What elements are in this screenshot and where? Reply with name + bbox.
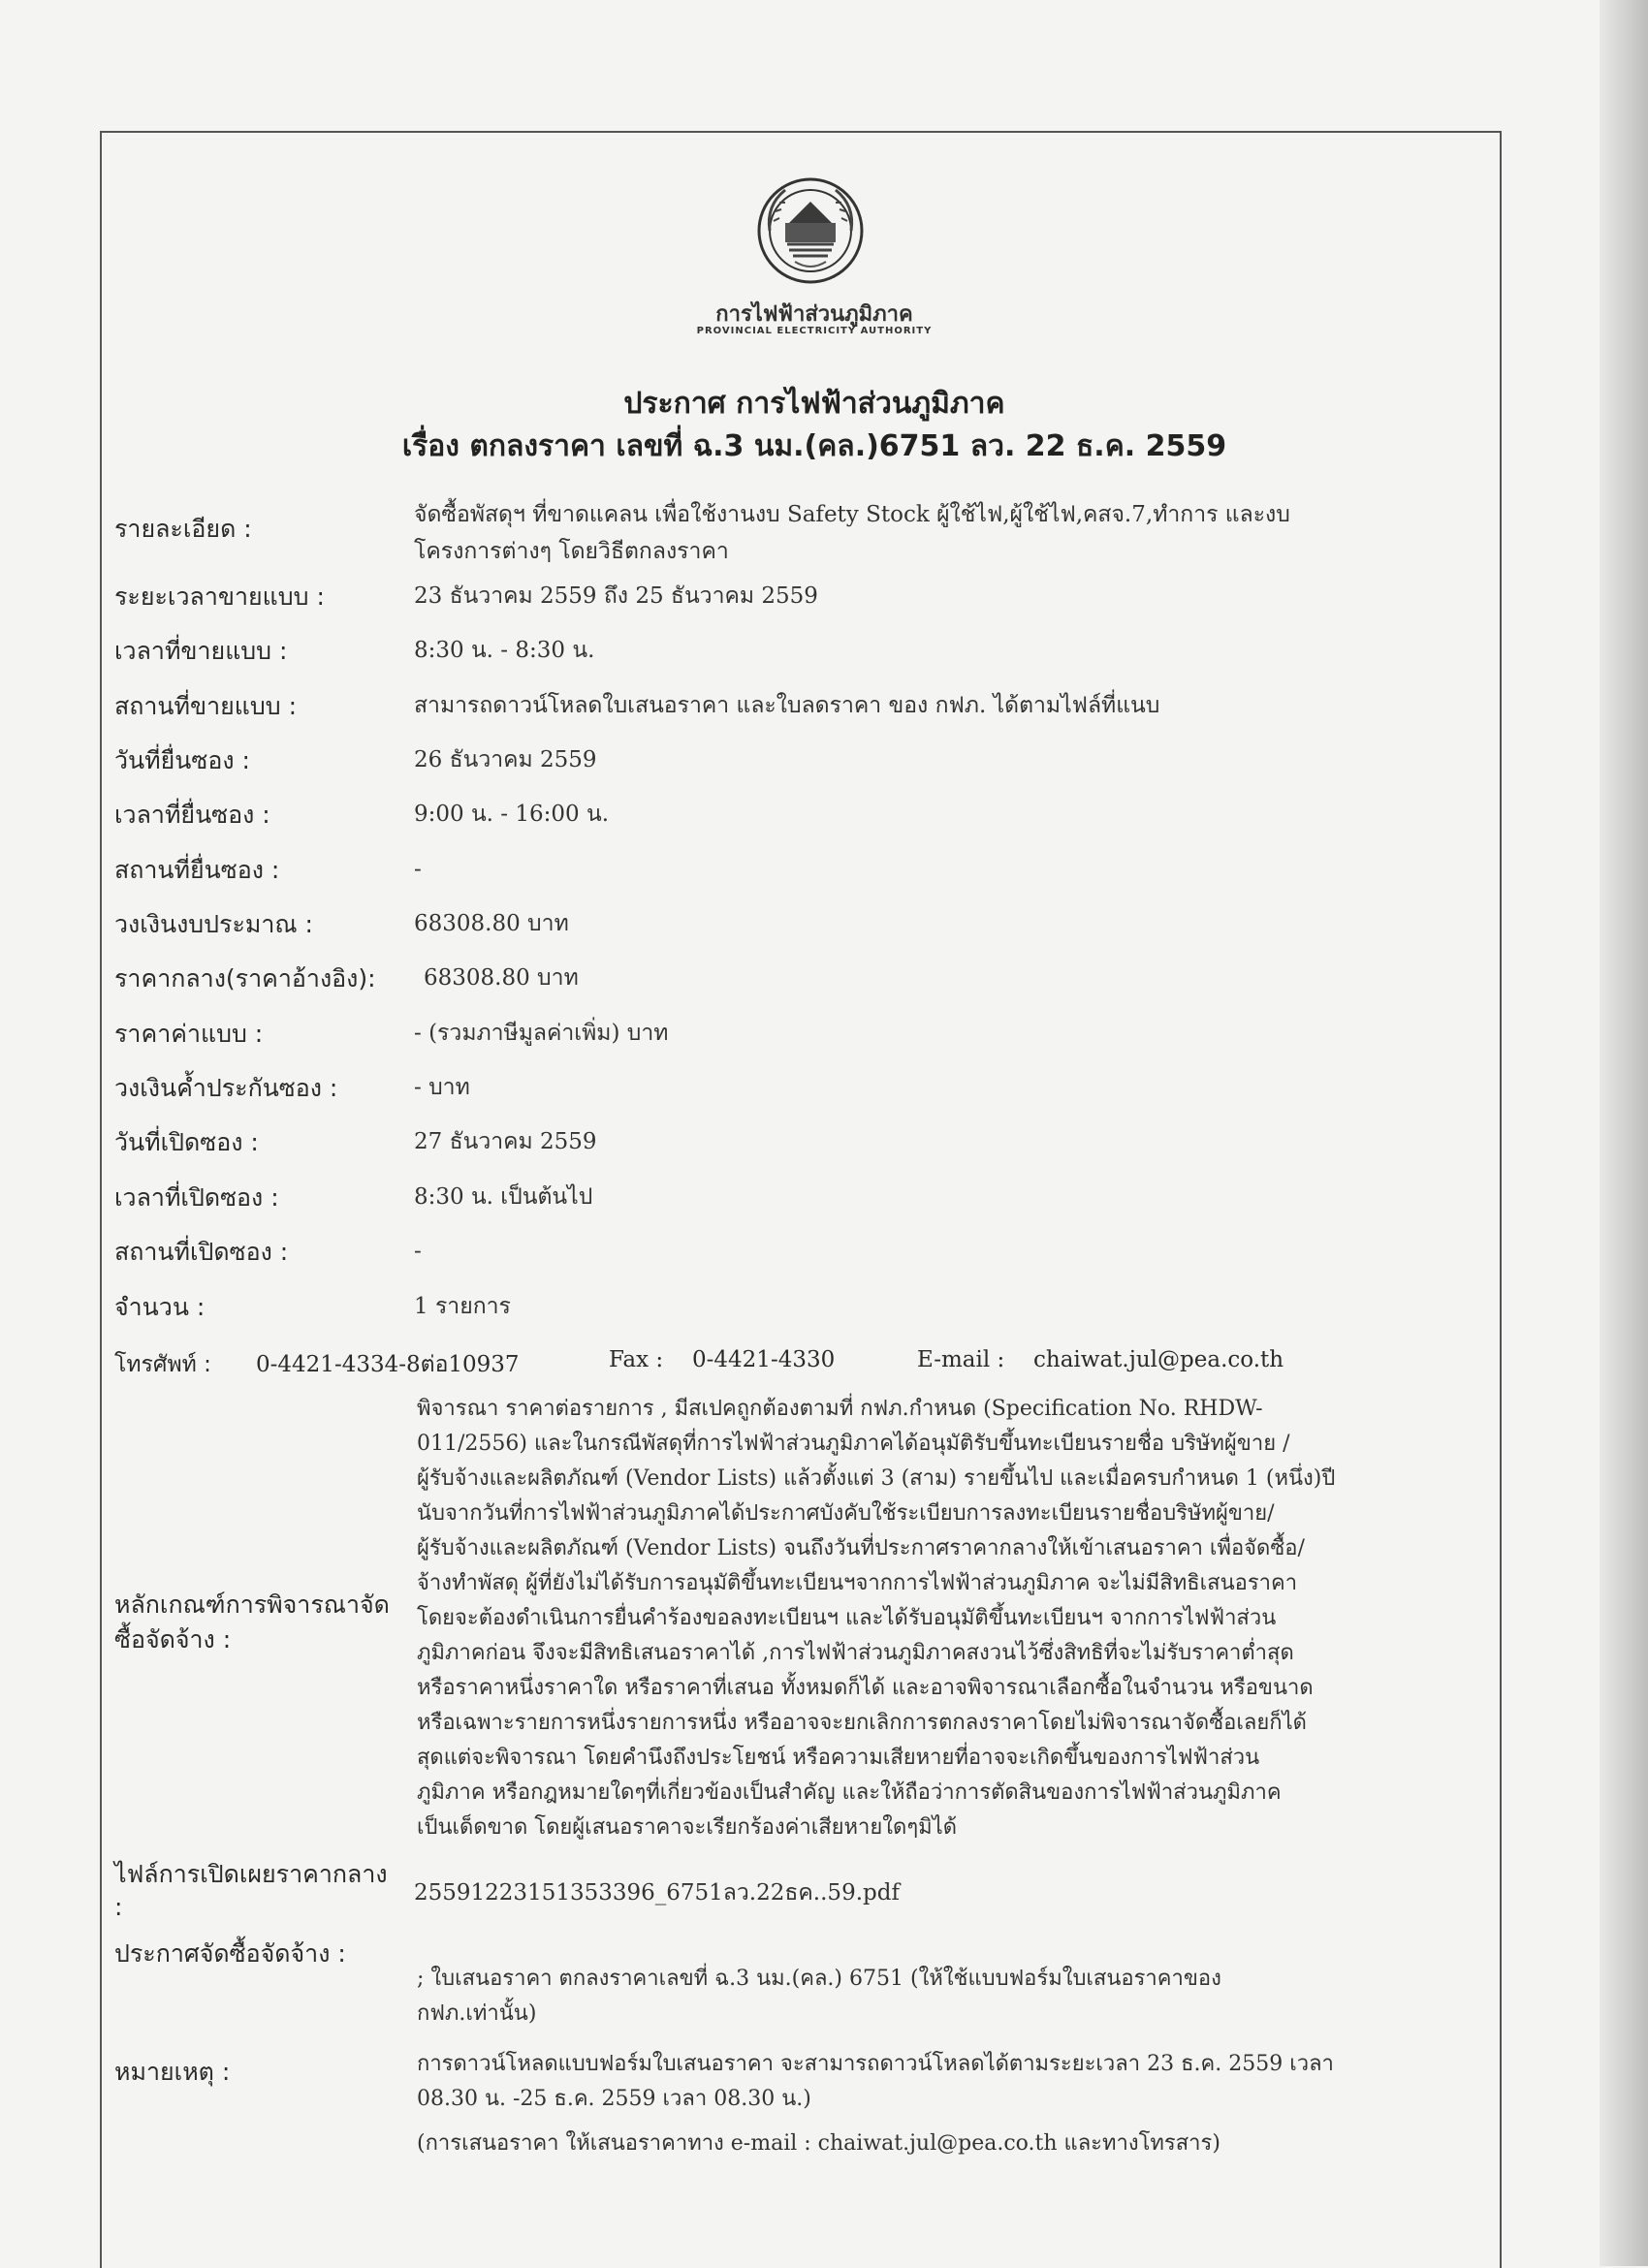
form-price-value: - (รวมภาษีมูลค่าเพิ่ม) บาท	[414, 1021, 669, 1046]
phone-label: โทรศัพท์ :	[114, 1352, 211, 1377]
criteria-label-line-2: ซื้อจัดจ้าง :	[114, 1625, 232, 1654]
criteria-line: ภูมิภาค หรือกฎหมายใดๆที่เกี่ยวข้องเป็นสำคัญ และให้ถือว่าการตัดสินของการไฟฟ้าส่วนภูมิภาค	[417, 1780, 1282, 1805]
attachment-label-line-2: :	[114, 1893, 123, 1921]
sale-time-value: 8:30 น. - 8:30 น.	[414, 638, 595, 663]
open-time-value: 8:30 น. เป็นต้นไป	[414, 1184, 593, 1210]
open-time-label: เวลาที่เปิดซอง :	[114, 1183, 279, 1212]
criteria-line: หรือราคาหนึ่งราคาใด หรือราคาที่เสนอ ทั้งหมดก็ได้ และอาจพิจารณาเลือกซื้อในจำนวน หรือขนาด	[417, 1676, 1314, 1700]
announcement-subject: เรื่อง ตกลงราคา เลขที่ ฉ.3 นม.(คล.)6751 ลว. 22 ธ.ค. 2559	[401, 429, 1227, 463]
description-line-2: โครงการต่างๆ โดยวิธีตกลงราคา	[414, 539, 729, 564]
open-date-value: 27 ธันวาคม 2559	[414, 1129, 597, 1154]
criteria-line: หรือเฉพาะรายการหนึ่งรายการหนึ่ง หรืออาจจะยกเลิกการตกลงราคาโดยไม่พิจารณาจัดซื้อเลยก็ได้	[417, 1711, 1307, 1735]
contact-row	[114, 1347, 1491, 1382]
remarks-label: หมายเหตุ :	[114, 2058, 231, 2086]
open-place-value: -	[414, 1239, 422, 1264]
median-price-value: 68308.80 บาท	[424, 965, 579, 991]
criteria-line: จ้างทำพัสดุ ผู้ที่ยังไม่ได้รับการอนุมัติขึ้นทะเบียนฯจากการไฟฟ้าส่วนภูมิภาค จะไม่มีสิทธิเสนอราคา	[417, 1571, 1298, 1595]
quantity-label: จำนวน :	[114, 1293, 206, 1321]
remarks-line: ; ใบเสนอราคา ตกลงราคาเลขที่ ฉ.3 นม.(คล.) 6751 (ให้ใช้แบบฟอร์มใบเสนอราคาของ	[417, 1967, 1221, 1991]
criteria-line: ผู้รับจ้างและผลิตภัณฑ์ (Vendor Lists) แล้วตั้งแต่ 3 (สาม) รายขึ้นไป และเมื่อครบกำหนด 1 (หนึ่ง)ปี	[417, 1466, 1336, 1491]
guarantee-value: - บาท	[414, 1075, 470, 1100]
submit-date-value: 26 ธันวาคม 2559	[414, 747, 597, 772]
fax-label: Fax :	[609, 1347, 664, 1372]
announcement-title: ประกาศ การไฟฟ้าส่วนภูมิภาค	[623, 387, 1005, 421]
criteria-line: 011/2556) และในกรณีพัสดุที่การไฟฟ้าส่วนภูมิภาคได้อนุมัติรับขึ้นทะเบียนรายชื่อ บริษัทผู้ขาย /	[417, 1432, 1290, 1456]
remarks-line: 08.30 น. -25 ธ.ค. 2559 เวลา 08.30 น.)	[417, 2087, 811, 2111]
sale-place-label: สถานที่ขายแบบ :	[114, 692, 298, 720]
submit-place-label: สถานที่ยื่นซอง :	[114, 856, 280, 884]
budget-value: 68308.80 บาท	[414, 911, 569, 936]
criteria-line: ผู้รับจ้างและผลิตภัณฑ์ (Vendor Lists) จนถึงวันที่ประกาศราคากลางให้เข้าเสนอราคา เพื่อจัดซื้อ/	[417, 1536, 1305, 1560]
description-line-1: จัดซื้อพัสดุฯ ที่ขาดแคลน เพื่อใช้งานงบ Safety Stock ผู้ใช้ไฟ,ผู้ใช้ไฟ,คสจ.7,ทำการ และงบ	[414, 502, 1290, 527]
remarks-line: การดาวน์โหลดแบบฟอร์มใบเสนอราคา จะสามารถดาวน์โหลดได้ตามระยะเวลา 23 ธ.ค. 2559 เวลา	[417, 2052, 1334, 2076]
org-name-english: PROVINCIAL ELECTRICITY AUTHORITY	[696, 326, 933, 336]
attachment-label-line-1: ไฟล์การเปิดเผยราคากลาง	[114, 1860, 388, 1888]
guarantee-label: วงเงินค้ำประกันซอง :	[114, 1074, 338, 1102]
pea-logo-icon	[756, 176, 865, 285]
sale-period-label: ระยะเวลาขายแบบ :	[114, 583, 325, 611]
scan-page-edge	[1600, 0, 1648, 2266]
median-price-label: ราคากลาง(ราคาอ้างอิง):	[114, 964, 376, 992]
quantity-value: 1 รายการ	[414, 1294, 511, 1319]
sale-time-label: เวลาที่ขายแบบ :	[114, 637, 288, 665]
criteria-line: นับจากวันที่การไฟฟ้าส่วนภูมิภาคได้ประกาศบังคับใช้ระเบียบการลงทะเบียนรายชื่อบริษัทผู้ขาย/	[417, 1501, 1275, 1526]
procurement-notice-label: ประกาศจัดซื้อจัดจ้าง :	[114, 1939, 346, 1968]
submit-time-label: เวลาที่ยื่นซอง :	[114, 801, 270, 829]
budget-label: วงเงินงบประมาณ :	[114, 910, 313, 938]
criteria-line: โดยจะต้องดำเนินการยื่นคำร้องขอลงทะเบียนฯ และได้รับอนุมัติขึ้นทะเบียนฯ จากการไฟฟ้าส่วน	[417, 1606, 1277, 1630]
phone-value: 0-4421-4334-8ต่อ10937	[256, 1352, 520, 1377]
open-date-label: วันที่เปิดซอง :	[114, 1128, 259, 1156]
remarks-line: (การเสนอราคา ให้เสนอราคาทาง e-mail : chaiwat.jul@pea.co.th และทางโทรสาร)	[417, 2131, 1220, 2156]
form-price-label: ราคาค่าแบบ :	[114, 1020, 264, 1048]
email-value[interactable]: chaiwat.jul@pea.co.th	[1033, 1347, 1284, 1372]
sale-period-value: 23 ธันวาคม 2559 ถึง 25 ธันวาคม 2559	[414, 583, 818, 609]
description-label: รายละเอียด :	[114, 515, 252, 543]
criteria-line: ภูมิภาคก่อน จึงจะมีสิทธิเสนอราคาได้ ,การไฟฟ้าส่วนภูมิภาคสงวนไว้ซึ่งสิทธิที่จะไม่รับราคาต่ำสุด	[417, 1641, 1294, 1665]
sale-place-value: สามารถดาวน์โหลดใบเสนอราคา และใบลดราคา ของ กฟภ. ได้ตามไฟล์ที่แนบ	[414, 693, 1160, 718]
attachment-file-link[interactable]: 25591223151353396_6751ลว.22ธค..59.pdf	[414, 1880, 900, 1906]
criteria-line: เป็นเด็ดขาด โดยผู้เสนอราคาจะเรียกร้องค่าเสียหายใดๆมิได้	[417, 1815, 957, 1840]
fax-value: 0-4421-4330	[692, 1347, 836, 1372]
criteria-line: พิจารณา ราคาต่อรายการ , มีสเปคถูกต้องตามที่ กฟภ.กำหนด (Specification No. RHDW-	[417, 1397, 1263, 1421]
submit-place-value: -	[414, 857, 422, 882]
email-label: E-mail :	[917, 1347, 1005, 1372]
criteria-line: สุดแต่จะพิจารณา โดยคำนึงถึงประโยชน์ หรือความเสียหายที่อาจจะเกิดขึ้นของการไฟฟ้าส่วน	[417, 1746, 1260, 1770]
remarks-line: กฟภ.เท่านั้น)	[417, 2001, 537, 2026]
org-name-thai: การไฟฟ้าส่วนภูมิภาค	[715, 302, 913, 327]
open-place-label: สถานที่เปิดซอง :	[114, 1238, 289, 1266]
criteria-label-line-1: หลักเกณฑ์การพิจารณาจัด	[114, 1591, 390, 1619]
submit-time-value: 9:00 น. - 16:00 น.	[414, 802, 610, 827]
submit-date-label: วันที่ยื่นซอง :	[114, 746, 250, 774]
